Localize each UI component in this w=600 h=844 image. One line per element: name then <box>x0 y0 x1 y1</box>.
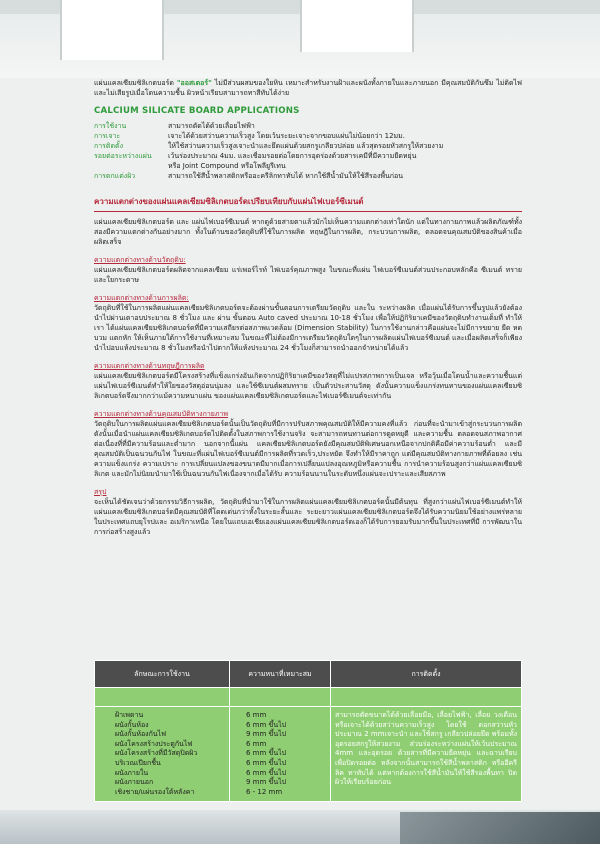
spec-table-header-row <box>95 661 522 688</box>
use-item: ผนังภายนอก <box>115 778 154 787</box>
section-heading: ความแตกต่างทางด้านคุณสมบัติทางกายภาพ <box>94 410 229 418</box>
section-body: วัตถุดิบที่ใช้ในการผลิตแผ่นแคลเซียมซิลิเกตบอร์ดจะต้องผ่านขั้นตอนการเตรียมวัตถุดิบ และใน ระหว่างผลิต เมื่อแผ่นได้รับการขึ้นรูปแล้วยังต้องนำไปผ่านเตาอบประมาณ 8 ชั่วโมง และ ผ่าน ขั้นตอน Auto caved ประมาณ 10-18 ชั่วโมง เพื่อให้ปฏิกิริยาเคมีของวัตถุดิบทำงานเต็มที่ ทำให้เรา ได้แผ่นแคลเซียมซิลิเกตบอร์ดที่มีความเสถียรต่อสภาพแวดล้อม (Dimension Stability) ในการใช้งานกล่าวคือแผ่นจะไม่มีการขยาย ยืด หด บวม แตกหัก ให้เห็นภายใต้การใช้งานที่เหมาะสม ในขณะที่ไม่ต้องมีการเตรียมวัตถุดิบใดๆในการผลิดแผ่นไฟเบอร์ซีเมนต์ และเมื่อผลิตเสร็จก็เพียง นำไปอบแห้งประมาณ 8 ชั่วโมงหรือนำไปตากให้แห้งประมาณ 24 ชั่วโมงก็สามารถนำออกจำหน่ายได้แล้ว <box>94 304 522 352</box>
header-photo-window <box>300 0 414 52</box>
use-item: ผนังกั้นห้องกันไฟ <box>115 730 167 739</box>
thickness-item: 9 mm ขึ้นไป <box>246 730 287 739</box>
thickness-item: 6 mm ขึ้นไป <box>246 720 287 729</box>
spec-table <box>94 660 522 802</box>
applications-title: CALCIUM SILICATE BOARD APPLICATIONS <box>94 106 300 116</box>
application-key: การเจาะ <box>94 132 121 140</box>
brand-name: "ออสเตอร์" <box>176 79 212 87</box>
intro-text-before: แผ่นแคลเซียมซิลิเกตบอร์ด <box>94 79 177 87</box>
thickness-item: 9 mm ขึ้นไป <box>246 778 287 787</box>
spacer-cell <box>331 688 522 707</box>
use-item: บริเวณเปียกชื้น <box>115 758 161 767</box>
spec-use-cell <box>95 707 230 802</box>
footer-photo-shadow <box>400 812 600 844</box>
thickness-item: 6 - 12 mm <box>246 787 283 796</box>
application-key: การติดตั้ง <box>94 142 123 150</box>
application-row <box>94 171 522 181</box>
use-item: ผนังโครงสร้างประตูกันไฟ <box>115 739 193 748</box>
thickness-item: 6 mm <box>246 739 267 748</box>
spec-installation-cell: สามารถตัดขนาดได้ด้วยเลื่อยมือ, เลื่อยไฟฟ้า, เลื่อย วงเดือน หรือเจาะได้ด้วยสว่านความเร็วสูง โดยใช้ ดอกสว่านหัวประมาณ 2 mmเจาะนำ และใช้สกรู เกลียวปล่อยยึด พร้อมทั้งอุดรอยสกรูให้สวยงาม ส่วนร่องระหว่างแผ่นให้เว้นประมาณ 4mm และอุดรอย ด้วยสารที่มีความยืดหยุ่น และฉาบเรียบเพื่อปิดรอยต่อ หลังจากนั้นสามารถใช้สีน้ำพลาสติก หรืออีครีลิค ทาทับได้ แต่หากต้องการใช้สีน้ำมันให้ใช้สีรองพื้นทา ปิดผิวให้เรียบร้อยก่อน <box>331 707 522 802</box>
application-value: สามารถตัดได้ด้วยเลื่อยไฟฟ้า <box>168 122 255 130</box>
header-photo-window <box>60 0 164 60</box>
application-value: สามารถใช้สีน้ำพลาสติกหรืออะครีลิกทาทับได้ หากใช้สีน้ำมันให้ใช้สีรองพื้นก่อน <box>168 172 404 180</box>
section-body: แผ่นแคลเซียมซิลิเกตบอร์ดผลิตจากแคลเซียม แร่เพอร์ไรท์ ไฟเบอร์คุณภาพสูง ในขณะที่แผ่น ไฟเบอร์ซีเมนต์ส่วนประกอบหลักคือ ซีเมนต์ ทราย และใยกระดาษ <box>94 266 522 284</box>
application-value: หรือ Joint Compound หรือโพลียูรีเทน <box>168 162 286 170</box>
application-key: การตกแต่งผิว <box>94 172 136 180</box>
thickness-item: 6 mm <box>246 711 267 719</box>
comparison-intro: แผ่นแคลเซียมซิลิเกตบอร์ด และ แผ่นไฟเบอร์ซีเมนต์ หากดูด้วยสายตาแล้วมักไม่เห็นความแตกต่างเท่าใดนัก แต่ในทางกายภาพแล้วผลิตภัณฑ์ทั้งสองมีความแตกต่างกันอย่างมาก ทั้งในด้านของวัตถุดิบที่ใช้ในการผลิต ทฤษฎีในการผลิต, กระบวนการผลิต, ตลอดจนคุณสมบัติของสินค้าเมื่อผลิตเสร็จ <box>94 218 522 246</box>
intro-text-after: ไม่มีส่วนผสมของใยหิน เหมาะสำหรับงานฝ้าและผนังทั้งภายในและภายนอก มีคุณสมบัติกันซึม ไม่ติดไฟ และไม่เสียรูปเมื่อโดนความชื้น ผิวหน้าเรียบสามารถทาสีทับได้ง่าย <box>94 79 522 97</box>
use-item: ผนังโครงสร้างที่มีวัสดุปิดผิว <box>115 749 198 758</box>
application-value: เจาะได้ด้วยสว่านความเร็วสูง โดยเว้นระยะเจาะจากขอบแผ่นไม่น้อยกว่า 12มม. <box>168 132 405 140</box>
application-row <box>94 161 522 171</box>
applications-list <box>94 121 522 181</box>
thickness-item: 6 mm ขึ้นไป <box>246 758 287 767</box>
application-row <box>94 121 522 131</box>
section-heading: ความแตกต่างทางด้านวัตถุดิบ: <box>94 256 186 264</box>
spec-table-spacer <box>95 688 522 707</box>
use-item: เชิงชาย/แผ่นรองใต้หลังคา <box>115 787 195 796</box>
application-key: การใช้งาน <box>94 122 127 130</box>
comparison-section <box>94 293 522 353</box>
thickness-item: 6 mm ขึ้นไป <box>246 768 287 777</box>
thickness-item: 6 mm ขึ้นไป <box>246 749 287 758</box>
section-heading: ความแตกต่างทางด้านทฤษฎีการผลิต <box>94 362 205 370</box>
spacer-cell <box>230 688 331 707</box>
comparison-section <box>94 487 522 537</box>
application-row <box>94 141 522 151</box>
spec-header-installation: การติดตั้ง <box>331 661 522 688</box>
spec-table-row <box>95 707 522 802</box>
spec-header-thickness: ความหนาที่เหมาะสม <box>230 661 331 688</box>
application-row <box>94 151 522 161</box>
section-heading: สรุป <box>94 488 107 496</box>
application-key <box>94 161 168 171</box>
comparison-section <box>94 361 522 401</box>
section-body: แผ่นแคลเซียมซิลิเกตบอร์ดมีโครงสร้างที่แข็งแกร่งอันเกิดจากปฏิกิริยาเคมีของวัสดุที่ไม่แปรสภาพการเป็นเจล หรือวุ้นเมื่อโดนน้ำและความชื้นแต่แผ่นไฟเบอร์ซีเมนต์ทำให้ใยของวัสดุอ่อนนุ่มลง และใช้ซีเมนต์ผสมทราย เป็นตัวประสานวัสดุ ดังนั้นความแข็งแกร่งทนทานของแผ่นแคลเซียมซิลิเกตบอร์ดจึงมากกว่าแม้ความหนาแผ่น ของแผ่นแคลเซียมซิลิเกตบอร์ดและไฟเบอร์ซีเมนต์จะเท่ากัน <box>94 372 522 400</box>
application-value: เว้นร่องประมาณ 4มม. และเชื่อมรอยต่อโดยการอุดร่องด้วยสารเคมีที่มีความยืดหยุ่น <box>168 152 417 160</box>
intro-paragraph <box>94 78 522 98</box>
comparison-title: ความแตกต่างของแผ่นแคลเซียมซิลิเกตบอร์ดเปรียบเทียบกับแผ่นไฟเบอร์ซีเมนต์ <box>94 195 522 212</box>
application-value: ให้ใช้สว่านความเร็วสูงเจาะนำและยึดแผ่นด้วยสกรูเกลียวปล่อย แล้วสุดรอยหัวสกรูให้สวยงาม <box>168 142 444 150</box>
section-body: วัตถุดิบในการผลิตแผ่นแคลเซียมซิลิเกตบอร์ดนั้นเป็นวัตถุดิบที่มีการปรับสภาพคุณสมบัติให้มีความคงที่แล้ว ก่อนที่จะนำมาเข้าสู่กระบวนการผลิต ดังนั้นเมื่อนำแผ่นแคลเซียมซิลิเกตบอร์ดไปติดตั้งในสภาพการใช้งานจริง จะสามารถทนทานต่อการดูดหยุดี และความชื้น ตลอดจนสภาพอากาศต่อเนื่องที่ที่มีความร้อนและต่ำมาก นอกจากนี้แผ่น แคลเซียมซิลิเกตบอร์ดยังมีคุณสมบัติพิเศษนอกเหนือจากปกติคือมีค่าความร้อนต่ำ และมีคุณสมบัติเป็นฉนวนกันไฟ ในขณะที่แผ่นไฟเบอร์ซีเมนต์มีการผลิตที่รวดเร็ว,ประหยัด จึงทำให้มีราคาถูก แต่มีคุณสมบัติทางกายภาพที่ด้อยลง เช่น ความแข็งแกร่ง ความเปราะ การเปลี่ยนแปลงของขนาดมีมากเมื่อการเปลี่ยนแปลงอุณหภูมิหรือความชื้น การนำความร้อนสูงกว่าแผ่นแคลเซียมซิลิเกต และมักไม่นิยมนำมาใช้เป็นฉนวนกันไฟเนื่องจากเมื่อได้รับ ความร้อนนานในระดับหนึ่งแผ่นจะเปราะและเสียสภาพ <box>94 420 522 478</box>
section-body: จะเห็นได้ชัดเจนว่าด้วยกรรมวิธีการผลิต, วัตถุดิบที่นำมาใช้ในการผลิตแผ่นแคลเซียมซิลิเกตบอร์ดนั้นมีต้นทุน ที่สูงกว่าแผ่นไฟเบอร์ซีเมนต์ทำให้แผ่นแคลเซียมซิลิเกตบอร์ดมีคุณสมบัติที่โดดเด่นกว่าทั้งในระยะสั้นและ ระยะยาวแผ่นแคลเซียมซิลิเกตบอร์ดจึงได้รับความนิยมใช้อย่างแพร่หลายในประเทศแถบยุโรปและ อเมริกาเหนือ โดยในแถบเอเชียเองแผ่นแคลเซียมซิลิเกตบอร์ดเองก็ได้รับการยอมรับมากขึ้นในประเทศที่มี การพัฒนาในการก่อสร้างสูงแล้ว <box>94 498 522 536</box>
use-item: ฝ้าเพดาน <box>115 711 144 719</box>
comparison-section <box>94 409 522 479</box>
use-item: ผนังกั้นห้อง <box>115 720 149 729</box>
application-row <box>94 131 522 141</box>
spec-header-use: ลักษณะการใช้งาน <box>95 661 230 688</box>
comparison-section <box>94 255 522 285</box>
page-content <box>94 78 522 543</box>
use-item: ผนังภายใน <box>115 768 149 777</box>
section-heading: ความแตกต่างทางด้านการผลิต: <box>94 294 189 302</box>
spacer-cell <box>95 688 230 707</box>
application-key: รอยต่อระหว่างแผ่น <box>94 152 152 160</box>
spec-thickness-cell <box>230 707 331 802</box>
